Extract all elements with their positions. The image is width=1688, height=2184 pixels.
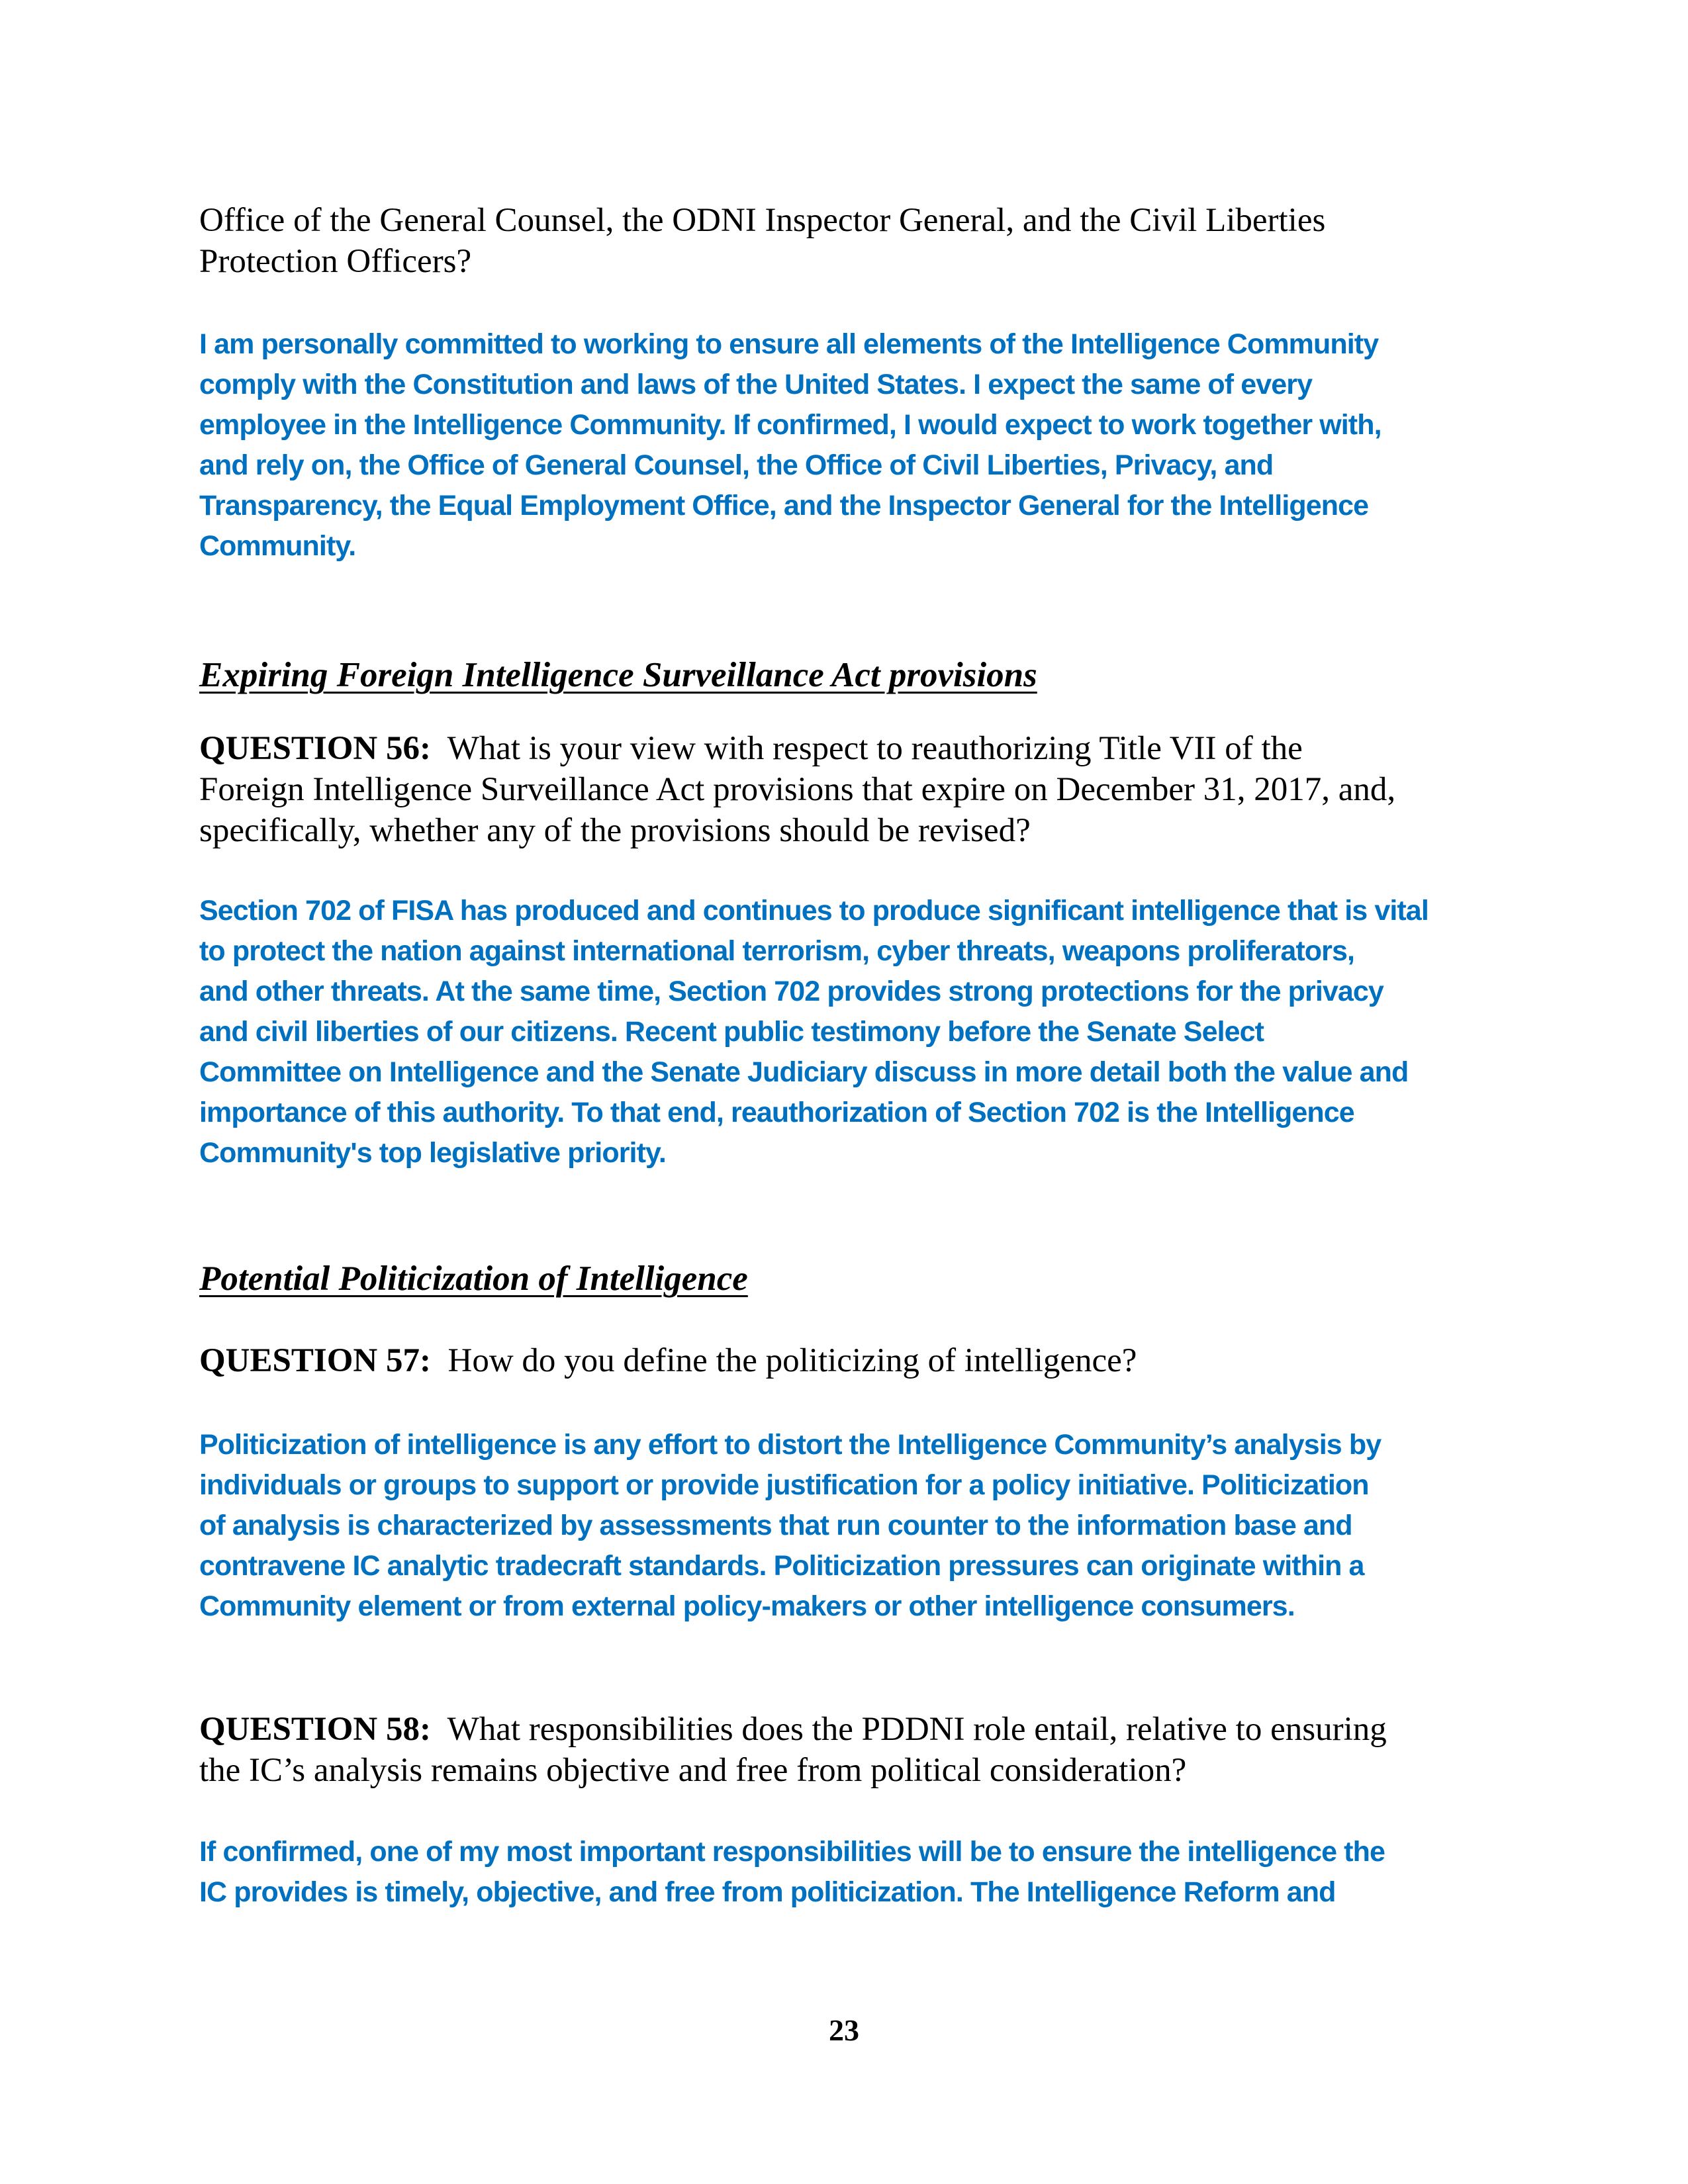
text-line: Office of the General Counsel, the ODNI Inspector General, and the Civil Liberties xyxy=(199,202,1326,239)
answer-line: Committee on Intelligence and the Senate Judiciary discuss in more detail both the value and xyxy=(199,1056,1409,1088)
question-text: What responsibilities does the PDDNI role entail, relative to ensuring xyxy=(447,1711,1387,1748)
answer-line: IC provides is timely, objective, and free from politicization. The Intelligence Reform and xyxy=(199,1876,1336,1908)
question-text: the IC’s analysis remains objective and free from political consideration? xyxy=(199,1752,1187,1789)
question-label: QUESTION 57: xyxy=(199,1342,431,1379)
answer-line: and other threats. At the same time, Section 702 provides strong protections for the privacy xyxy=(199,976,1383,1007)
answer-56 xyxy=(199,891,1429,1173)
answer-line: Community. xyxy=(199,530,356,562)
answer-line: and civil liberties of our citizens. Recent public testimony before the Senate Select xyxy=(199,1016,1264,1048)
section-heading-politicization: Potential Politicization of Intelligence xyxy=(199,1259,748,1298)
answer-line: I am personally committed to working to ensure all elements of the Intelligence Community xyxy=(199,328,1379,360)
answer-line: individuals or groups to support or provide justification for a policy initiative. Politicization xyxy=(199,1469,1369,1501)
answer-line: If confirmed, one of my most important responsibilities will be to ensure the intelligence the xyxy=(199,1836,1385,1868)
answer-57 xyxy=(199,1425,1381,1627)
answer-line: employee in the Intelligence Community. If confirmed, I would expect to work together with, xyxy=(199,409,1382,441)
answer-line: Transparency, the Equal Employment Office, and the Inspector General for the Intelligence xyxy=(199,490,1369,522)
intro-question xyxy=(199,200,1325,282)
question-58 xyxy=(199,1709,1387,1791)
answer-line: comply with the Constitution and laws of the United States. I expect the same of every xyxy=(199,369,1313,400)
answer-line: contravene IC analytic tradecraft standards. Politicization pressures can originate within a xyxy=(199,1550,1364,1582)
text-line: Protection Officers? xyxy=(199,243,472,280)
question-label: QUESTION 58: xyxy=(199,1711,431,1748)
answer-line: Community's top legislative priority. xyxy=(199,1137,666,1169)
section-heading-fisa: Expiring Foreign Intelligence Surveillance Act provisions xyxy=(199,656,1037,694)
question-text: specifically, whether any of the provisions should be revised? xyxy=(199,812,1031,849)
answer-55 xyxy=(199,324,1382,567)
answer-line: of analysis is characterized by assessments that run counter to the information base and xyxy=(199,1510,1352,1541)
answer-line: Section 702 of FISA has produced and continues to produce significant intelligence that is vital xyxy=(199,895,1429,927)
answer-line: Community element or from external policy-makers or other intelligence consumers. xyxy=(199,1590,1295,1622)
question-text: Foreign Intelligence Surveillance Act provisions that expire on December 31, 2017, and, xyxy=(199,771,1396,808)
answer-line: importance of this authority. To that end, reauthorization of Section 702 is the Intelligence xyxy=(199,1097,1354,1128)
answer-line: Politicization of intelligence is any effort to distort the Intelligence Community’s analysis by xyxy=(199,1429,1382,1461)
question-label: QUESTION 56: xyxy=(199,730,431,767)
answer-line: and rely on, the Office of General Counsel, the Office of Civil Liberties, Privacy, and xyxy=(199,449,1274,481)
question-57 xyxy=(199,1340,1137,1381)
answer-line: to protect the nation against international terrorism, cyber threats, weapons proliferators, xyxy=(199,935,1355,967)
question-56 xyxy=(199,728,1395,851)
question-text: How do you define the politicizing of intelligence? xyxy=(447,1342,1137,1379)
answer-58 xyxy=(199,1832,1385,1913)
question-text: What is your view with respect to reauthorizing Title VII of the xyxy=(447,730,1303,767)
page-number: 23 xyxy=(829,2013,859,2047)
